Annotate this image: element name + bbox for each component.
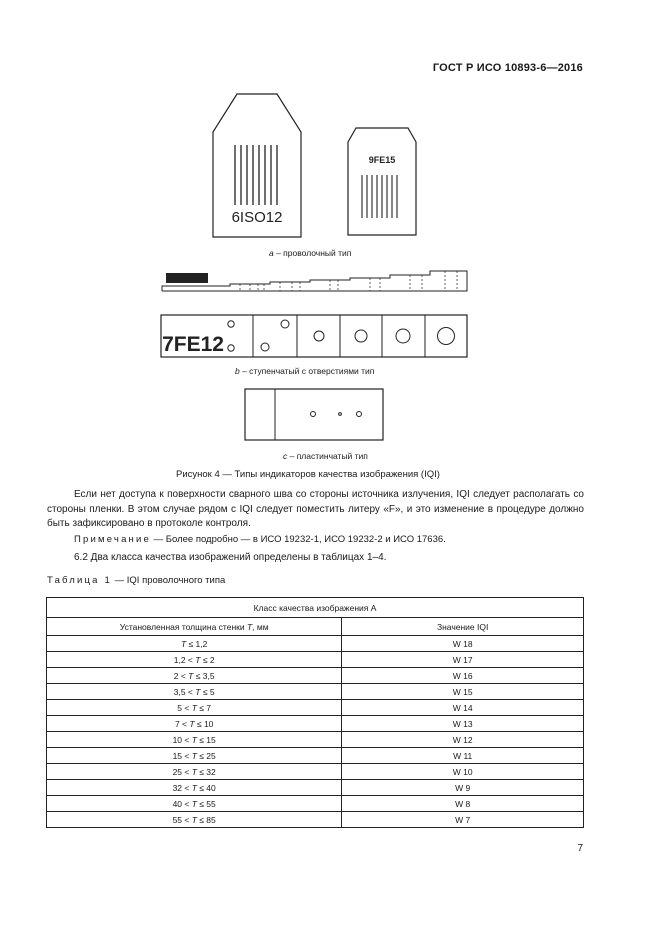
table-row bbox=[47, 684, 584, 700]
table-row bbox=[47, 780, 584, 796]
small-iqi-label: 9FE15 bbox=[368, 155, 396, 165]
thickness-cell: T ≤ 1,2 bbox=[47, 636, 342, 652]
thickness-cell: 25 < T ≤ 32 bbox=[47, 764, 342, 780]
iqi-value-cell: W 17 bbox=[342, 652, 584, 668]
iqi-table bbox=[46, 597, 584, 828]
plate-iqi bbox=[244, 388, 386, 442]
caption-c: c – пластинчатый тип bbox=[283, 451, 368, 461]
table-row bbox=[47, 700, 584, 716]
document-header: ГОСТ Р ИСО 10893-6—2016 bbox=[432, 62, 583, 74]
thickness-cell: 5 < T ≤ 7 bbox=[47, 700, 342, 716]
iqi-value-cell: W 12 bbox=[342, 732, 584, 748]
iqi-value-cell: W 15 bbox=[342, 684, 584, 700]
caption-b: b – ступенчатый с отверстиями тип bbox=[235, 366, 375, 376]
caption-a: a – проволочный тип bbox=[269, 248, 352, 258]
iqi-value-cell: W 10 bbox=[342, 764, 584, 780]
iqi-value-cell: W 13 bbox=[342, 716, 584, 732]
step-iqi-profile bbox=[160, 265, 472, 297]
paragraph-2: 6.2 Два класса качества изображений определены в таблицах 1–4. bbox=[74, 552, 387, 563]
wire-iqi-illustration bbox=[205, 92, 435, 242]
thickness-cell: 1,2 < T ≤ 2 bbox=[47, 652, 342, 668]
iqi-value-cell: W 7 bbox=[342, 812, 584, 828]
table-row bbox=[47, 732, 584, 748]
paragraph-1: Если нет доступа к поверхности сварного шва со стороны источника излучения, IQI следует располагать со стороны пленки. В этом случае рядом с IQI следует поместить литеру «F», и это изменение в процедуре должно быть зафиксировано в протоколе контроля. bbox=[47, 489, 584, 529]
table-row bbox=[47, 748, 584, 764]
table-row bbox=[47, 764, 584, 780]
iqi-value-cell: W 18 bbox=[342, 636, 584, 652]
step-hole-iqi bbox=[160, 314, 472, 360]
table-col2-header: Значение IQI bbox=[342, 618, 584, 636]
iqi-value-cell: W 11 bbox=[342, 748, 584, 764]
table-row bbox=[47, 812, 584, 828]
thickness-cell: 3,5 < T ≤ 5 bbox=[47, 684, 342, 700]
thickness-cell: 55 < T ≤ 85 bbox=[47, 812, 342, 828]
large-iqi-label: 6ISO12 bbox=[231, 209, 283, 226]
table-row bbox=[47, 668, 584, 684]
table-row bbox=[47, 652, 584, 668]
table-row bbox=[47, 716, 584, 732]
step-iqi-label: 7FE12 bbox=[162, 333, 224, 356]
thickness-cell: 7 < T ≤ 10 bbox=[47, 716, 342, 732]
iqi-value-cell: W 8 bbox=[342, 796, 584, 812]
iqi-value-cell: W 16 bbox=[342, 668, 584, 684]
iqi-value-cell: W 9 bbox=[342, 780, 584, 796]
figure-title: Рисунок 4 — Типы индикаторов качества изображения (IQI) bbox=[176, 469, 440, 480]
table-row bbox=[47, 636, 584, 652]
table-row bbox=[47, 796, 584, 812]
thickness-cell: 15 < T ≤ 25 bbox=[47, 748, 342, 764]
table-col1-header: Установленная толщина стенки T, мм bbox=[47, 618, 342, 636]
thickness-cell: 2 < T ≤ 3,5 bbox=[47, 668, 342, 684]
small-iqi-wires bbox=[362, 175, 397, 218]
thickness-cell: 40 < T ≤ 55 bbox=[47, 796, 342, 812]
table-caption: Таблица 1 — IQI проволочного типа bbox=[47, 575, 226, 586]
large-iqi-wires bbox=[235, 145, 277, 205]
thickness-cell: 32 < T ≤ 40 bbox=[47, 780, 342, 796]
note: Примечание — Более подробно — в ИСО 19232-1, ИСО 19232-2 и ИСО 17636. bbox=[74, 534, 446, 545]
thickness-cell: 10 < T ≤ 15 bbox=[47, 732, 342, 748]
iqi-value-cell: W 14 bbox=[342, 700, 584, 716]
table-class-header: Класс качества изображения А bbox=[47, 598, 584, 618]
page-number: 7 bbox=[577, 843, 583, 854]
